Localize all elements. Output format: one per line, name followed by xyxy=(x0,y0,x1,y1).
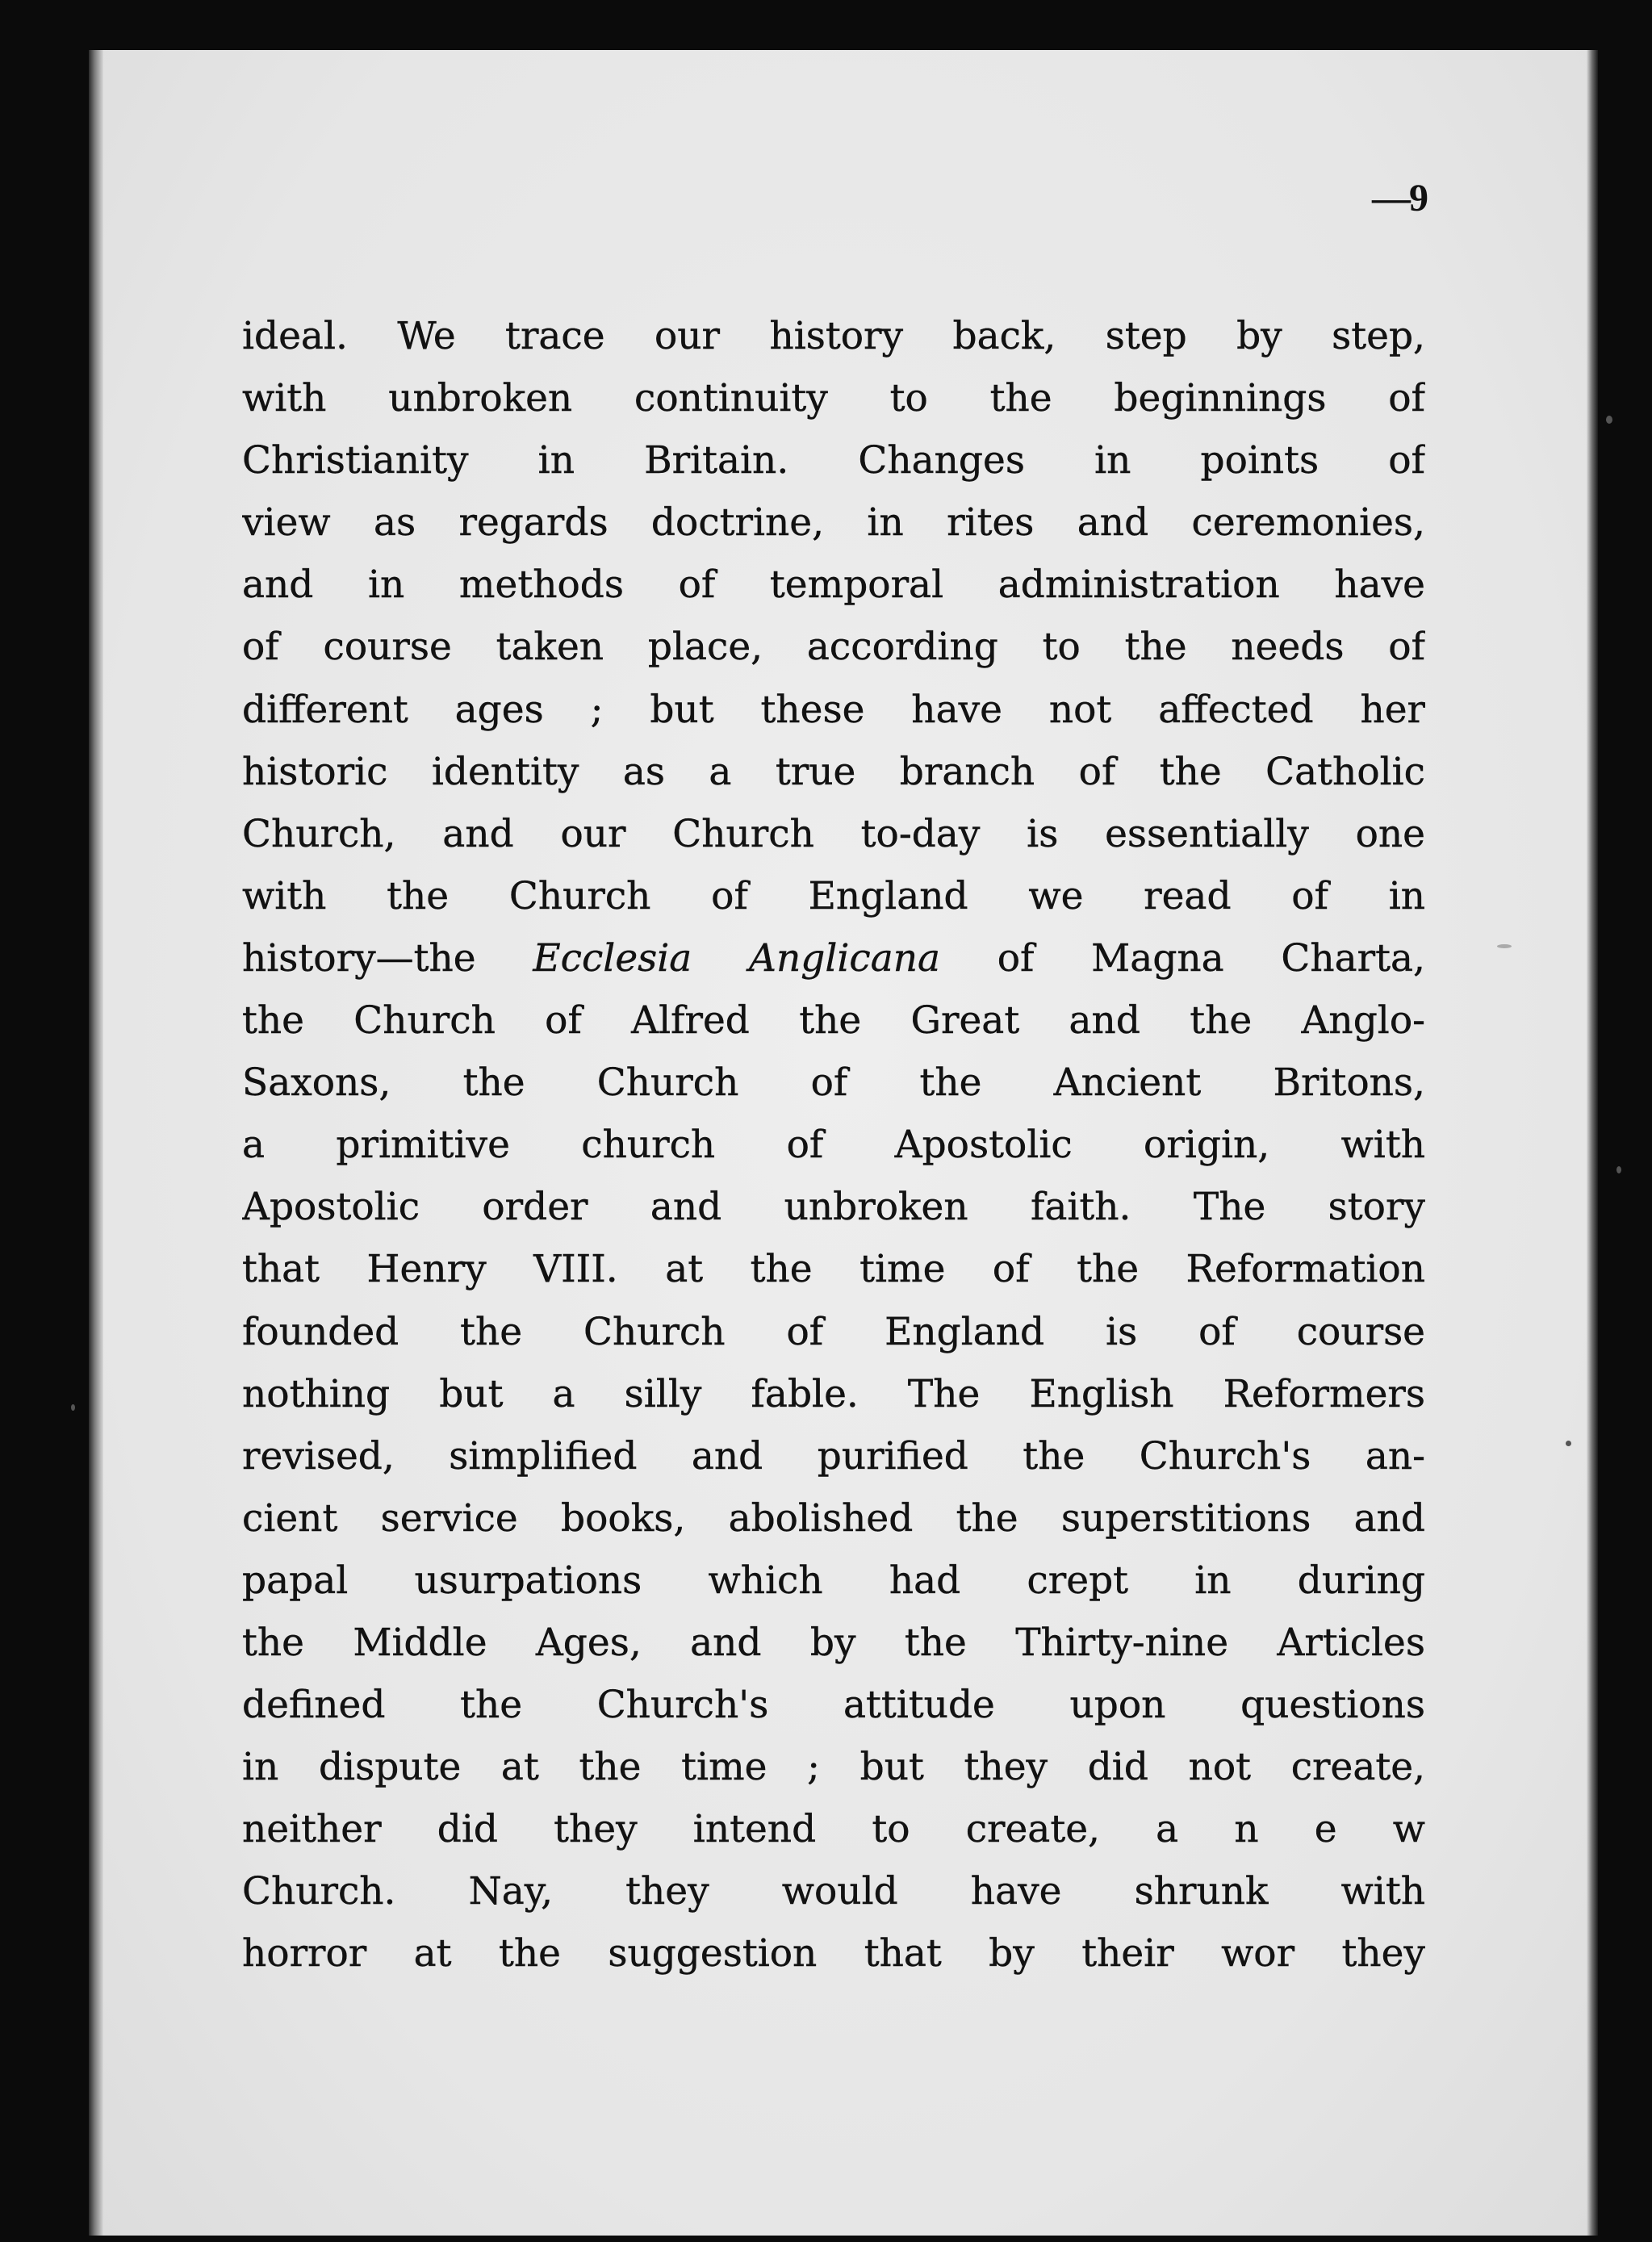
text-line: a primitive church of Apostolic origin, with xyxy=(242,1123,1425,1168)
binding-gutter xyxy=(89,50,103,2236)
text-segment: of Magna Charta, xyxy=(940,935,1425,981)
text-line: Apostolic order and unbroken faith. The story xyxy=(242,1185,1425,1230)
text-line: with the Church of England we read of in xyxy=(242,873,1425,918)
scan-speck xyxy=(1616,1166,1621,1173)
scan-speck xyxy=(71,1404,75,1411)
text-line: defined the Church's attitude upon questions xyxy=(242,1683,1425,1728)
text-line: Church, and our Church to-day is essentially one xyxy=(242,811,1425,856)
text-line: the Middle Ages, and by the Thirty-nine Articles xyxy=(242,1620,1425,1665)
page-number: —9 xyxy=(1372,177,1427,220)
text-line: revised, simplified and purified the Church's an- xyxy=(242,1433,1425,1479)
scan-speck xyxy=(1606,416,1612,424)
text-line: with unbroken continuity to the beginnings of xyxy=(242,376,1425,421)
text-line: founded the Church of England is of course xyxy=(242,1309,1425,1354)
italic-latin-phrase: Ecclesia Anglicana xyxy=(533,935,941,981)
text-line: neither did they intend to create, a n e w xyxy=(242,1807,1425,1852)
body-text xyxy=(242,305,1425,1985)
text-line: view as regards doctrine, in rites and ceremonies, xyxy=(242,500,1425,546)
text-line: ideal. We trace our history back, step by step, xyxy=(242,314,1425,358)
page-edge xyxy=(1587,50,1598,2236)
text-line: in dispute at the time ; but they did not create, xyxy=(242,1745,1425,1790)
text-line: Christianity in Britain. Changes in points of xyxy=(242,438,1425,483)
text-line: nothing but a silly fable. The English Reformers xyxy=(242,1371,1425,1416)
scan-speck xyxy=(1497,944,1512,948)
scan-speck xyxy=(1566,1441,1571,1446)
text-line: historic identity as a true branch of the Catholic xyxy=(242,749,1425,794)
text-line: Church. Nay, they would have shrunk with xyxy=(242,1869,1425,1914)
text-line: horror at the suggestion that by their wor they xyxy=(242,1931,1425,1976)
text-line: and in methods of temporal administration have xyxy=(242,563,1425,608)
text-line: Saxons, the Church of the Ancient Britons, xyxy=(242,1060,1425,1106)
text-line xyxy=(242,927,1425,989)
text-line: papal usurpations which had crept in during xyxy=(242,1558,1425,1603)
text-line: cient service books, abolished the superstitions and xyxy=(242,1495,1425,1541)
text-line: that Henry VIII. at the time of the Reformation xyxy=(242,1247,1425,1292)
text-line: of course taken place, according to the needs of xyxy=(242,625,1425,670)
text-segment: history—the xyxy=(242,935,533,981)
text-line: the Church of Alfred the Great and the Anglo- xyxy=(242,998,1425,1044)
text-line: different ages ; but these have not affected her xyxy=(242,687,1425,732)
